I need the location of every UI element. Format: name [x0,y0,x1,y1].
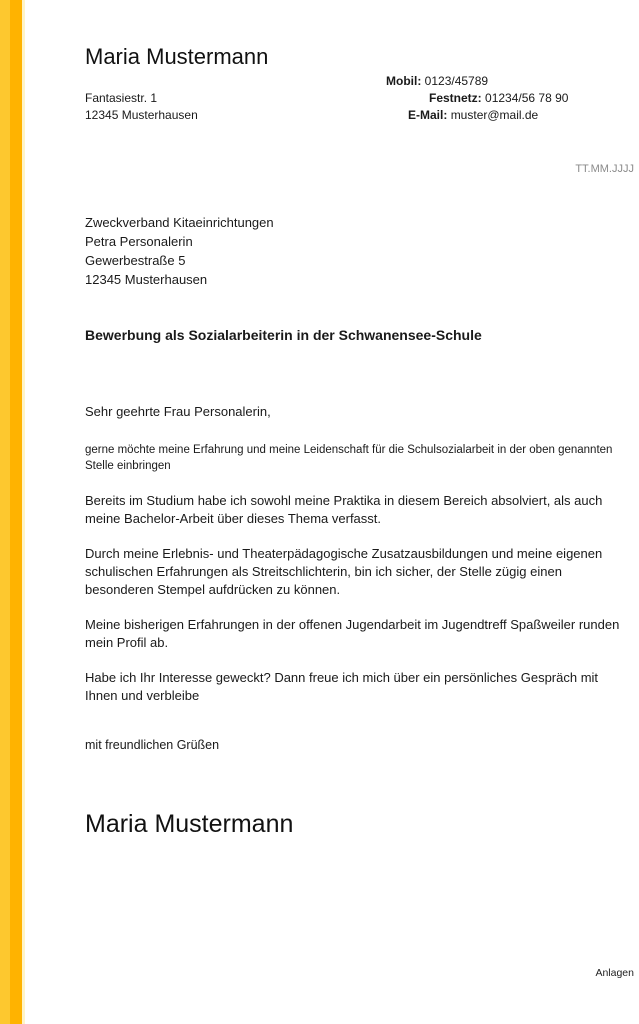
recipient-person: Petra Personalerin [85,234,193,249]
contact-email-label: E-Mail: [408,108,448,122]
signature-name: Maria Mustermann [85,810,294,838]
sender-street: Fantasiestr. 1 [85,91,158,105]
recipient-organization: Zweckverband Kitaeinrichtungen [85,215,274,230]
body-paragraph-4: Meine bisherigen Erfahrungen in der offenen Jugendarbeit im Jugendtreff Spaßweiler runden mein Profil ab. [85,617,620,650]
contact-landline [429,91,568,105]
body-paragraph-5: Habe ich Ihr Interesse geweckt? Dann freue ich mich über ein persönliches Gespräch mit Ihnen und verbleibe [85,670,599,703]
decorative-stripe-edge [22,0,25,1024]
contact-mobile-label: Mobil: [386,74,422,88]
recipient-city: 12345 Musterhausen [85,272,208,287]
contact-landline-label: Festnetz: [429,91,482,105]
body-paragraph-2: Bereits im Studium habe ich sowohl meine Praktika in diesem Bereich absolviert, als auch meine Bachelor-Arbeit über dieses Thema verfasst. [85,493,603,526]
decorative-stripe-inner [10,0,22,1024]
body-paragraph-1: gerne möchte meine Erfahrung und meine Leidenschaft für die Schulsozialarbeit in der oben genannten Stelle einbringen [85,444,613,472]
recipient-street: Gewerbestraße 5 [85,253,186,268]
contact-mobile-value: 0123/45789 [424,74,489,88]
attachments-label: Anlagen [595,967,634,979]
letter-closing: mit freundlichen Grüßen [85,738,220,752]
sender-city: 12345 Musterhausen [85,108,198,122]
contact-landline-value: 01234/56 78 90 [485,91,569,105]
sender-name: Maria Mustermann [85,44,269,69]
letter-subject: Bewerbung als Sozialarbeiterin in der Schwanensee-Schule [85,327,482,343]
contact-email [408,108,538,122]
body-paragraph-3: Durch meine Erlebnis- und Theaterpädagogische Zusatzausbildungen und meine eigenen schulischen Erfahrungen als Streitschlichterin, bin ich sicher, der Stelle zügig einen besonderen Stempel aufdrücken zu können. [85,546,603,597]
letter-date: TT.MM.JJJJ [575,163,634,175]
contact-mobile [386,74,488,88]
contact-email-value: muster@mail.de [450,108,539,122]
letter-salutation: Sehr geehrte Frau Personalerin, [85,404,271,419]
